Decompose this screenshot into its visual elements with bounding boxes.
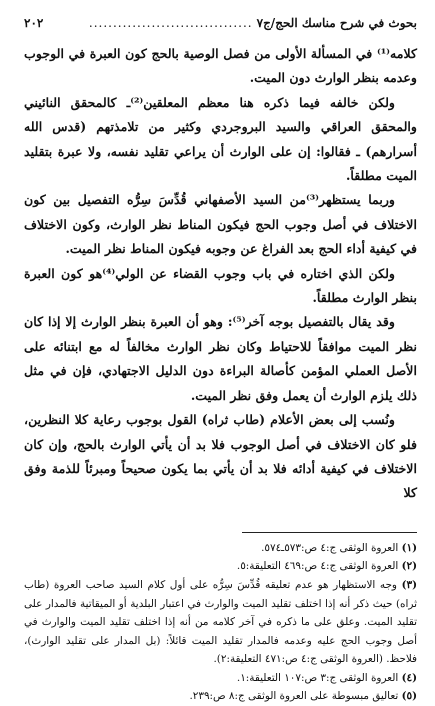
footnote-text: تعاليق مبسوطة على العروة الوثقى ج:٨ ص:٢٣٩. [189, 690, 399, 703]
page-number: ٢٠٢ [24, 16, 44, 30]
paragraph-5: وقد يقال بالتفصيل بوجه آخر⁽⁵⁾: وهو أن العبرة بنظر الوارث إلا إذا كان نظر الميت موافقاً للاحتياط وكان نظر الوارث مخالفاً له مع ابتنائه على الأصل العملي المؤمن كأصالة البراءة دون الدليل الاجتهادي، فإن في مثل ذلك يلزم الوارث أن يعمل وفق نظر الميت. [24, 314, 417, 403]
header-dot-leader: .................................. [88, 16, 253, 30]
paragraph-3: وربما يستظهر⁽³⁾من السيد الأصفهاني قُدِّسَ سِرُّه التفصيل بين كون الاختلاف في أصل وجوب الحج فيكون المناط نظر الوارث، وكون الاختلاف في كيفية أداء الحج بعد الفراغ عن وجوبه فيكون المناط نظر الميت. [24, 192, 417, 257]
paragraph-6: ونُسب إلى بعض الأعلام (طاب ثراه) القول بوجوب رعاية كلا النظرين، فلو كان الاختلاف في أصل الوجوب فلا بد أن يأتي الوارث بالحج، وإن كان الاختلاف في كيفية أدائه فلا بد أن يأتي بما يكون صحيحاً ومبرئاً للذمة وفق كلا [24, 412, 417, 501]
main-text [24, 42, 417, 506]
footnote-5 [24, 687, 417, 706]
footnote-text: العروة الوثقى ج:٣ ص:١٠٧ التعليقة:١. [236, 671, 399, 684]
footnote-4 [24, 669, 417, 688]
footnote-number: (٣) [401, 578, 417, 591]
footnote-2 [24, 557, 417, 576]
footnote-text: العروة الوثقى ج:٤ ص:٥٧٣ـ٥٧٤. [261, 541, 399, 554]
footnote-1 [24, 539, 417, 558]
footnote-3 [24, 576, 417, 669]
page-header [24, 12, 417, 34]
footnote-text: العروة الوثقى ج:٤ ص:٤٦٩ التعليقة:٥. [236, 560, 399, 573]
paragraph-1: كلامه⁽¹⁾ في المسألة الأولى من فصل الوصية بالحج كون العبرة في الوجوب وعدمه بنظر الوارث دون الميت. [24, 46, 417, 86]
footnotes [24, 539, 417, 706]
footnote-number: (٤) [401, 671, 417, 684]
paragraph-4: ولكن الذي اختاره في باب وجوب القضاء عن الولي⁽⁴⁾هو كون العبرة بنظر الوارث مطلقاً. [24, 265, 417, 306]
footnote-number: (٢) [401, 560, 417, 573]
document-page [24, 12, 417, 703]
paragraph-2: ولكن خالفه فيما ذكره هنا معظم المعلقين⁽²⁾ـ كالمحقق النائيني والمحقق العراقي والسيد البروجردي وكثير من تلامذتهم (قدس الله أسرارهم) ـ فقالوا: إن على الوارث أن يراعي تقليد نفسه، ولا عبرة بتقليد الميت مطلقاً. [24, 94, 417, 184]
running-title: بحوث في شرح مناسك الحج/ج٧ [256, 16, 417, 30]
footnote-text: وجه الاستظهار هو عدم تعليقه قُدِّسَ سِرُّه على أول كلام السيد صاحب العروة (طاب ثراه) حيث ذكر أنه إذا اختلف تقليد الميت والوارث في اعتبار البلدية أو الميقاتية فالمدار على تقليد الميت. وعلق على ما ذكره في آخر كلامه من أنه إذا اختلف تقليد الميت والوارث في أصل وجوب الحج عليه وعدمه فالمدار تقليد الميت قائلاً: (بل المدار على تقليد الوارث)، فلاحظ. (العروة الوثقى ج:٤ ص:٤٧١ التعليقة:٢). [24, 578, 417, 666]
footnote-number: (١) [401, 541, 417, 554]
footnote-number: (٥) [401, 690, 417, 703]
header-title-group [89, 12, 417, 34]
footnote-separator [242, 532, 417, 533]
